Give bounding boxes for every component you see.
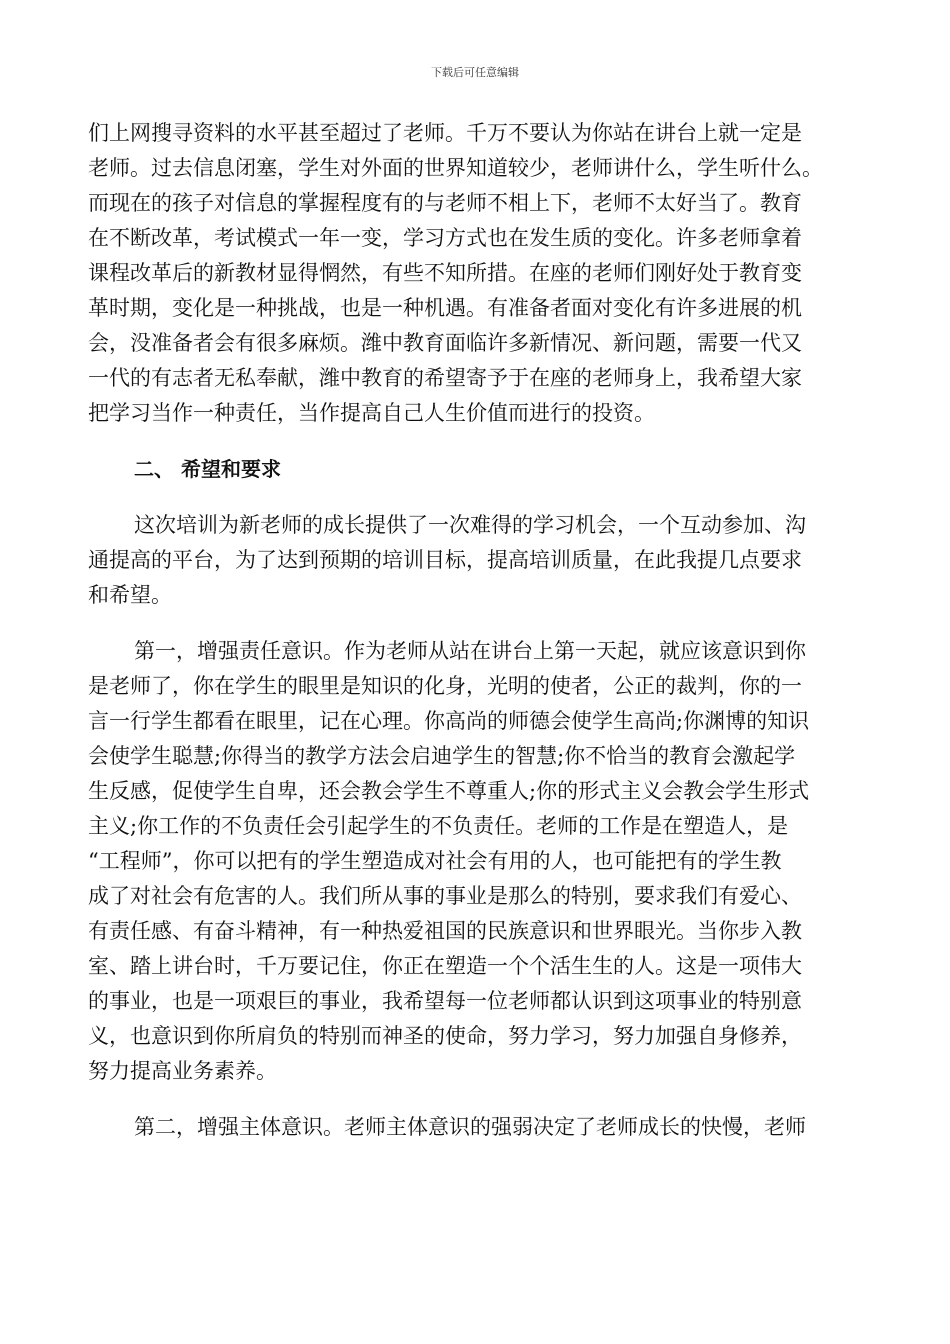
- text-line: 努力提高业务素养。: [88, 1059, 277, 1083]
- text-line: 会，没准备者会有很多麻烦。潍中教育面临许多新情况、新问题，需要一代又: [88, 331, 802, 355]
- text-line: 革时期，变化是一种挑战，也是一种机遇。有准备者面对变化有许多进展的机: [88, 296, 802, 320]
- text-line: 老师。过去信息闭塞，学生对外面的世界知道较少，老师讲什么，学生听什么。: [88, 156, 823, 180]
- paragraph: [88, 1110, 864, 1145]
- paragraph: [88, 508, 864, 613]
- text-line: 义，也意识到你所肩负的特别而神圣的使命，努力学习，努力加强自身修养，: [88, 1024, 802, 1048]
- text-line: 在不断改革，考试模式一年一变，学习方式也在发生质的变化。许多老师拿着: [88, 226, 802, 250]
- text-line: 和希望。: [88, 583, 172, 607]
- text-line: 生反感，促使学生自卑，还会教会学生不尊重人;你的形式主义会教会学生形式: [88, 779, 810, 803]
- section-heading: 二、 希望和要求: [134, 457, 281, 481]
- document-body: [88, 116, 864, 1145]
- text-line: 言一行学生都看在眼里，记在心理。你高尚的师德会使学生高尚;你渊博的知识: [88, 709, 810, 733]
- text-line: 而现在的孩子对信息的掌握程度有的与老师不相上下，老师不太好当了。教育: [88, 191, 802, 215]
- text-line: 会使学生聪慧;你得当的教学方法会启迪学生的智慧;你不恰当的教育会激起学: [88, 744, 796, 768]
- text-line: 是老师了，你在学生的眼里是知识的化身，光明的使者，公正的裁判，你的一: [88, 674, 802, 698]
- paragraph: [88, 116, 864, 431]
- page-header: 下载后可任意编辑: [431, 66, 519, 79]
- text-line: 把学习当作一种责任，当作提高自己人生价值而进行的投资。: [88, 401, 655, 425]
- text-line: 第一，增强责任意识。作为老师从站在讲台上第一天起，就应该意识到你: [134, 639, 806, 663]
- text-line: 这次培训为新老师的成长提供了一次难得的学习机会，一个互动参加、沟: [134, 513, 806, 537]
- text-line: 的事业，也是一项艰巨的事业，我希望每一位老师都认识到这项事业的特别意: [88, 989, 802, 1013]
- text-line: “工程师”，你可以把有的学生塑造成对社会有用的人，也可能把有的学生教: [88, 849, 782, 873]
- text-line: 通提高的平台，为了达到预期的培训目标，提高培训质量，在此我提几点要求: [88, 548, 802, 572]
- text-line: 成了对社会有危害的人。我们所从事的事业是那么的特别，要求我们有爱心、: [88, 884, 802, 908]
- text-line: 们上网搜寻资料的水平甚至超过了老师。千万不要认为你站在讲台上就一定是: [88, 121, 802, 145]
- text-line: 室、踏上讲台时，千万要记住，你正在塑造一个个活生生的人。这是一项伟大: [88, 954, 802, 978]
- text-line: 第二，增强主体意识。老师主体意识的强弱决定了老师成长的快慢，老师: [134, 1115, 806, 1139]
- text-line: 主义;你工作的不负责任会引起学生的不负责任。老师的工作是在塑造人，是: [88, 814, 789, 838]
- paragraph: [88, 634, 864, 1089]
- text-line: 一代的有志者无私奉献，潍中教育的希望寄予于在座的老师身上，我希望大家: [88, 366, 802, 390]
- text-line: 有责任感、有奋斗精神，有一种热爱祖国的民族意识和世界眼光。当你步入教: [88, 919, 802, 943]
- text-line: 课程改革后的新教材显得惘然，有些不知所措。在座的老师们刚好处于教育变: [88, 261, 802, 285]
